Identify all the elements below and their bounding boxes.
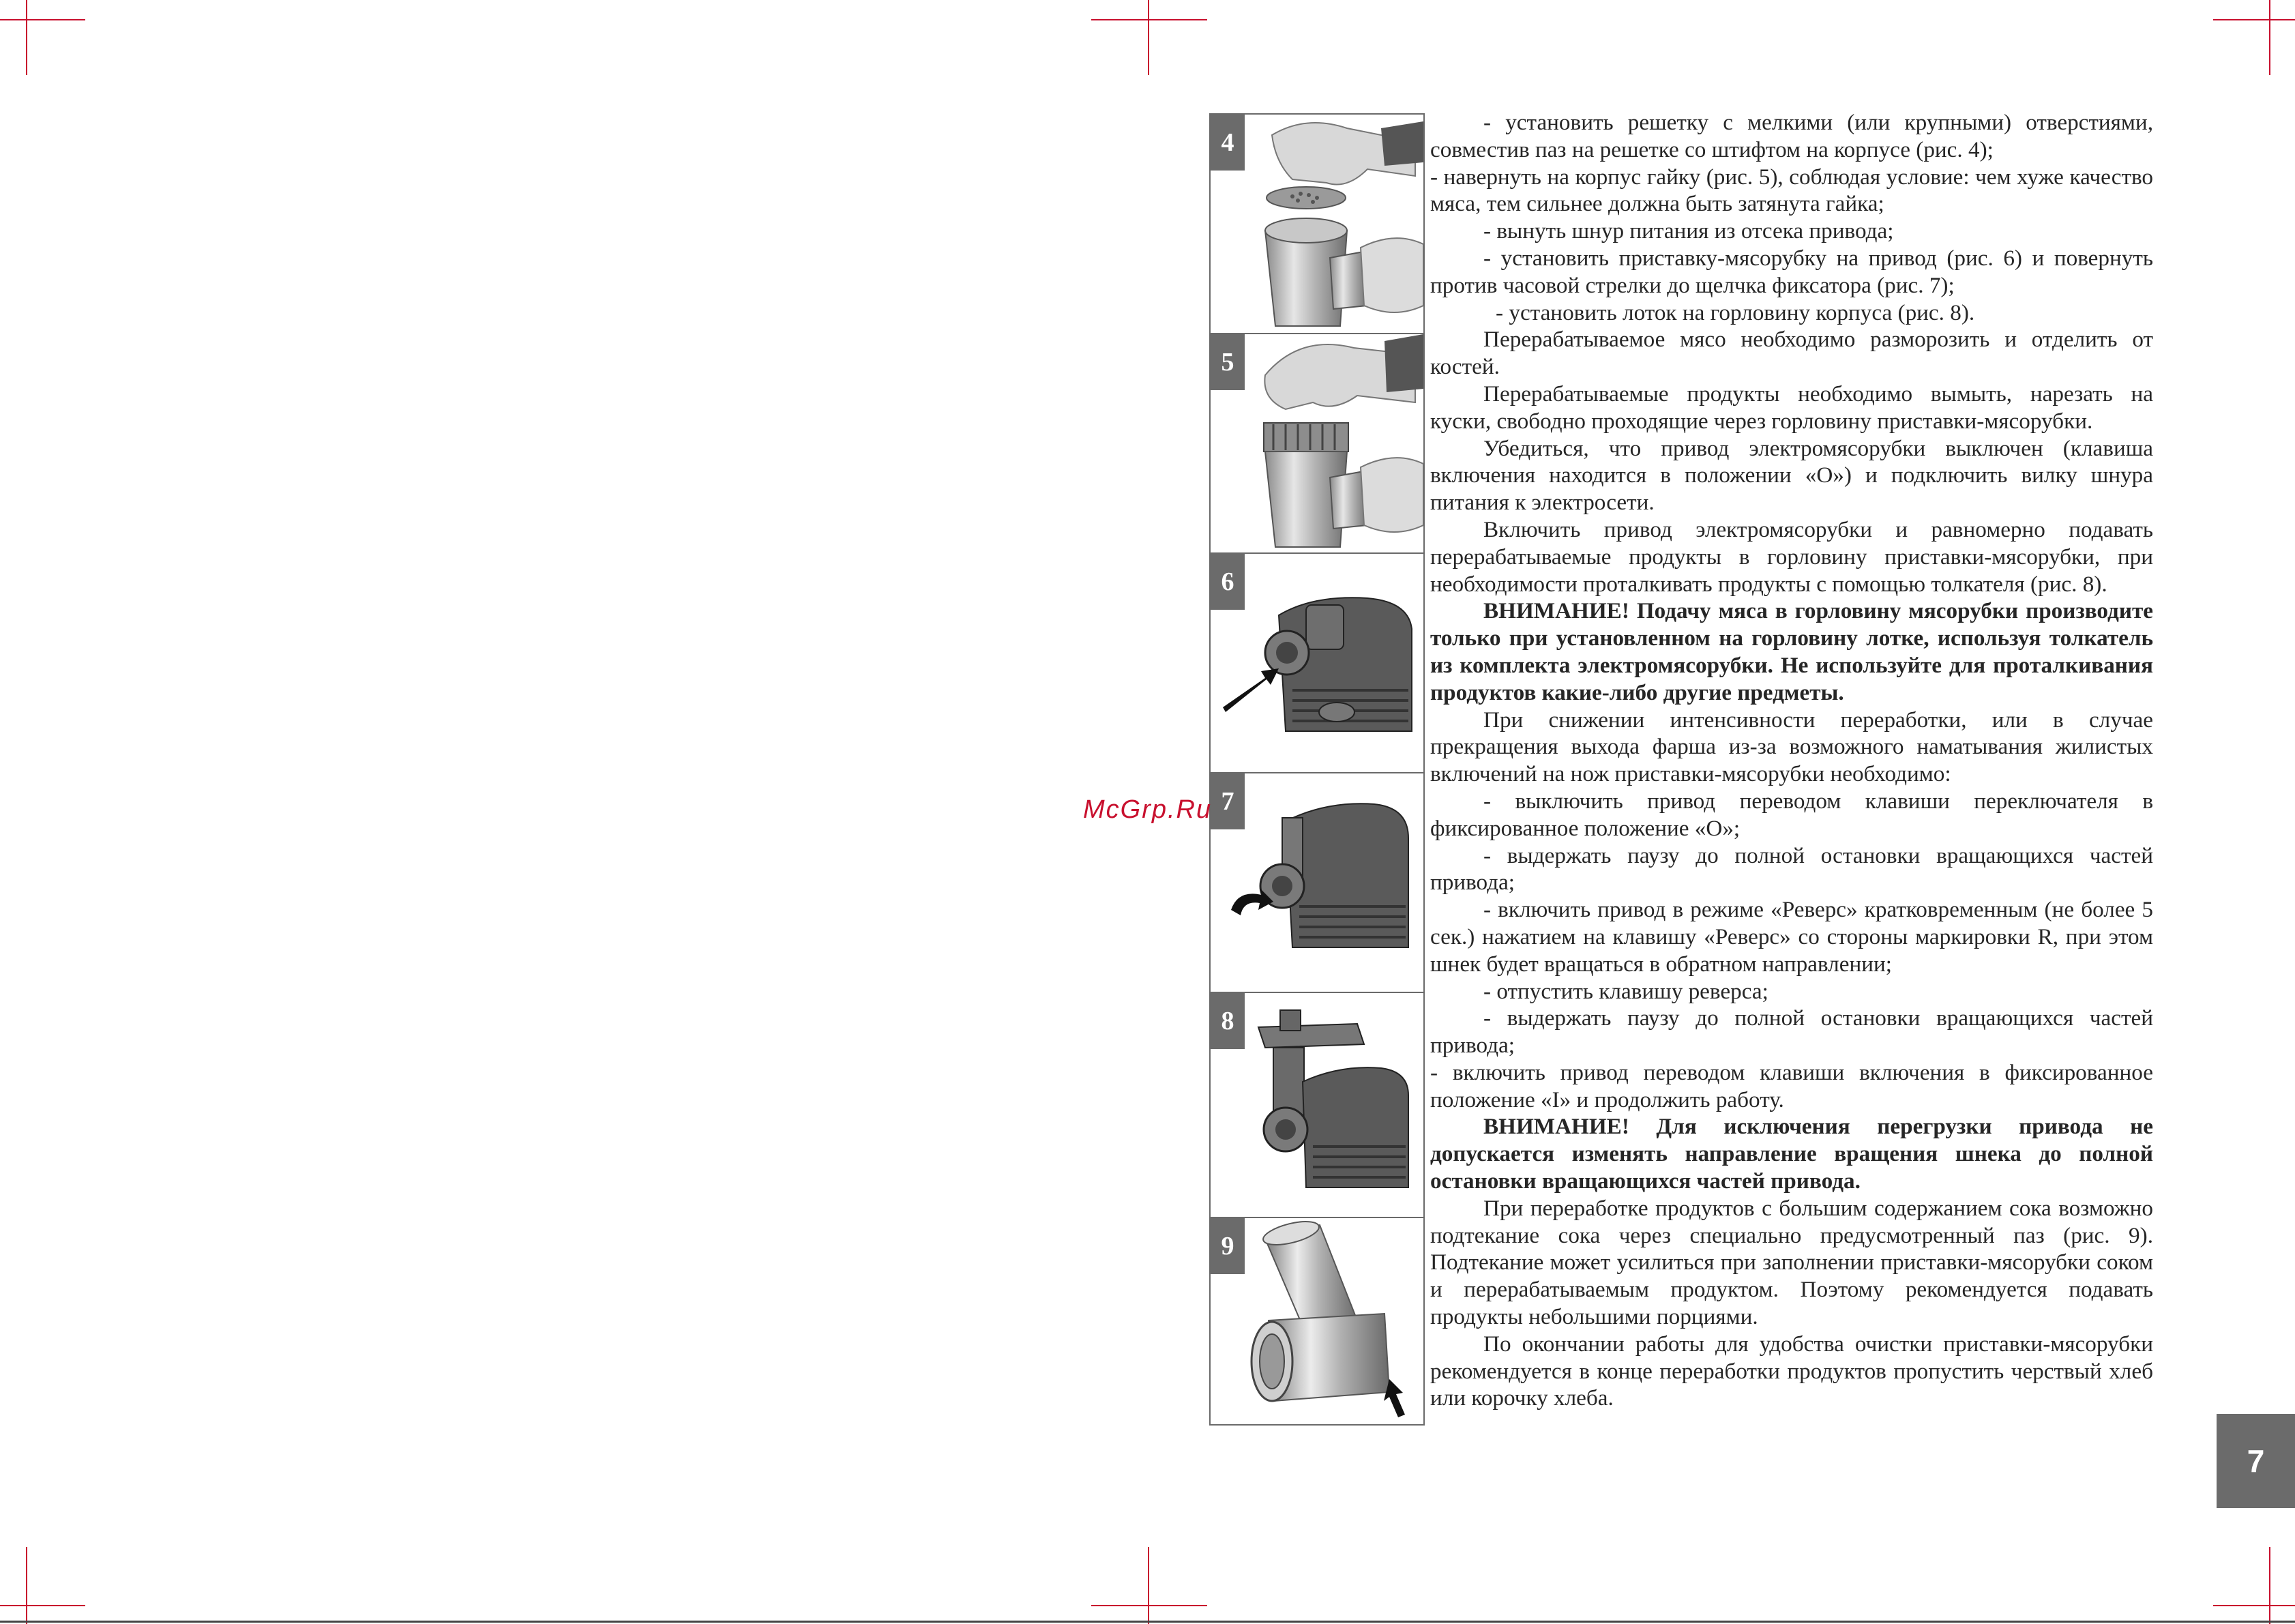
paragraph: - включить привод переводом клавиши включения в фиксированное положение «I» и продолжить работу. <box>1430 1059 2153 1112</box>
paragraph: - выдержать паузу до полной остановки вращающихся частей привода; <box>1430 1005 2153 1059</box>
figure-number-badge: 5 <box>1211 334 1245 390</box>
figure-4 <box>1211 115 1423 334</box>
paragraph: - выдержать паузу до полной остановки вращающихся частей привода; <box>1430 842 2153 896</box>
figure-9 <box>1211 1218 1423 1424</box>
figure-7 <box>1211 773 1423 993</box>
figure-column <box>1209 113 1425 1426</box>
figure-5 <box>1211 334 1423 554</box>
paragraph: - вынуть шнур питания из отсека привода; <box>1483 218 1894 244</box>
crop-mark <box>2213 1605 2295 1606</box>
crop-mark <box>2269 0 2270 75</box>
paragraph: - включить привод в режиме «Реверс» кратковременным (не более 5 сек.) нажатием на клавишу «Реверс» со стороны маркировки R, при этом шнек будет вращаться в обратном направлении; <box>1430 897 2153 977</box>
paragraph: - установить решетку с мелкими (или крупными) отверстиями, совместив паз на решетке со штифтом на корпусе (рис. 4); <box>1430 110 2153 162</box>
warning-paragraph <box>1430 597 2153 706</box>
instructions-text <box>1430 109 2153 1412</box>
page-number: 7 <box>2217 1414 2295 1508</box>
figure-number-badge: 9 <box>1211 1218 1245 1274</box>
paragraph: - установить приставку-мясорубку на привод (рис. 6) и повернуть против часовой стрелки до щелчка фиксатора (рис. 7); <box>1430 245 2153 298</box>
paragraph: По окончании работы для удобства очистки приставки-мясорубки рекомендуется в конце переработки продуктов пропустить черствый хлеб или корочку хлеба. <box>1430 1331 2153 1411</box>
paragraph: - выключить привод переводом клавиши переключателя в фиксированное положение «О»; <box>1430 788 2153 841</box>
figure-6 <box>1211 554 1423 773</box>
paragraph: - навернуть на корпус гайку (рис. 5), соблюдая условие: чем хуже качество мяса, тем сильнее должна быть затянута гайка; <box>1430 164 2153 217</box>
crop-mark <box>0 19 85 20</box>
figure-number-badge: 7 <box>1211 773 1245 829</box>
paragraph: Убедиться, что привод электромясорубки выключен (клавиша включения находится в положении «О») и подключить вилку шнура питания к электросети. <box>1430 435 2153 516</box>
crop-mark <box>26 1547 27 1624</box>
paragraph: Включить привод электромясорубки и равномерно подавать перерабатываемые продукты в горловину приставки-мясорубки, при необходимости проталкивать продукты с помощью толкателя (рис. 8). <box>1430 516 2153 597</box>
crop-mark <box>1148 1547 1149 1624</box>
paragraph: - установить лоток на горловину корпуса (рис. 8). <box>1496 299 1975 325</box>
crop-mark <box>1091 1605 1207 1606</box>
bottom-rule <box>0 1621 2295 1623</box>
paragraph: - отпустить клавишу реверса; <box>1483 978 1768 1004</box>
paragraph: При снижении интенсивности переработки, или в случае прекращения выхода фарша из-за возможного наматывания жилистых включений на нож приставки-мясорубки необходимо: <box>1430 707 2153 787</box>
crop-mark <box>0 1605 85 1606</box>
warning-text: ВНИМАНИЕ! Для исключения перегрузки привода не допускается изменять направление вращения шнека до полной остановки вращающихся частей привода. <box>1430 1114 2153 1194</box>
crop-mark <box>1148 0 1149 75</box>
crop-mark <box>1091 19 1207 20</box>
figure-number-badge: 4 <box>1211 115 1245 171</box>
warning-text: ВНИМАНИЕ! Подачу мяса в горловину мясорубки производите только при установленном на горловину лотке, используя толкатель из комплекта электромясорубки. Не используйте для проталкивания продуктов какие-либо другие предметы. <box>1430 598 2153 705</box>
crop-mark <box>26 0 27 75</box>
figure-number-badge: 8 <box>1211 993 1245 1049</box>
warning-paragraph <box>1430 1113 2153 1194</box>
paragraph: Перерабатываемые продукты необходимо вымыть, нарезать на куски, свободно проходящие через горловину приставки-мясорубки. <box>1430 381 2153 434</box>
paragraph: Перерабатываемое мясо необходимо разморозить и отделить от костей. <box>1430 327 2153 380</box>
figure-8 <box>1211 993 1423 1218</box>
watermark: McGrp.Ru <box>1083 795 1213 824</box>
crop-mark <box>2213 19 2295 20</box>
paragraph: При переработке продуктов с большим содержанием сока возможно подтекание сока через специально предусмотренный паз (рис. 9). Подтекание может усилиться при заполнении приставки-мясорубки соком и перерабатываемым продуктом. Поэтому рекомендуется подавать продукты небольшими порциями. <box>1430 1195 2153 1330</box>
crop-mark <box>2269 1547 2270 1624</box>
figure-number-badge: 6 <box>1211 554 1245 610</box>
